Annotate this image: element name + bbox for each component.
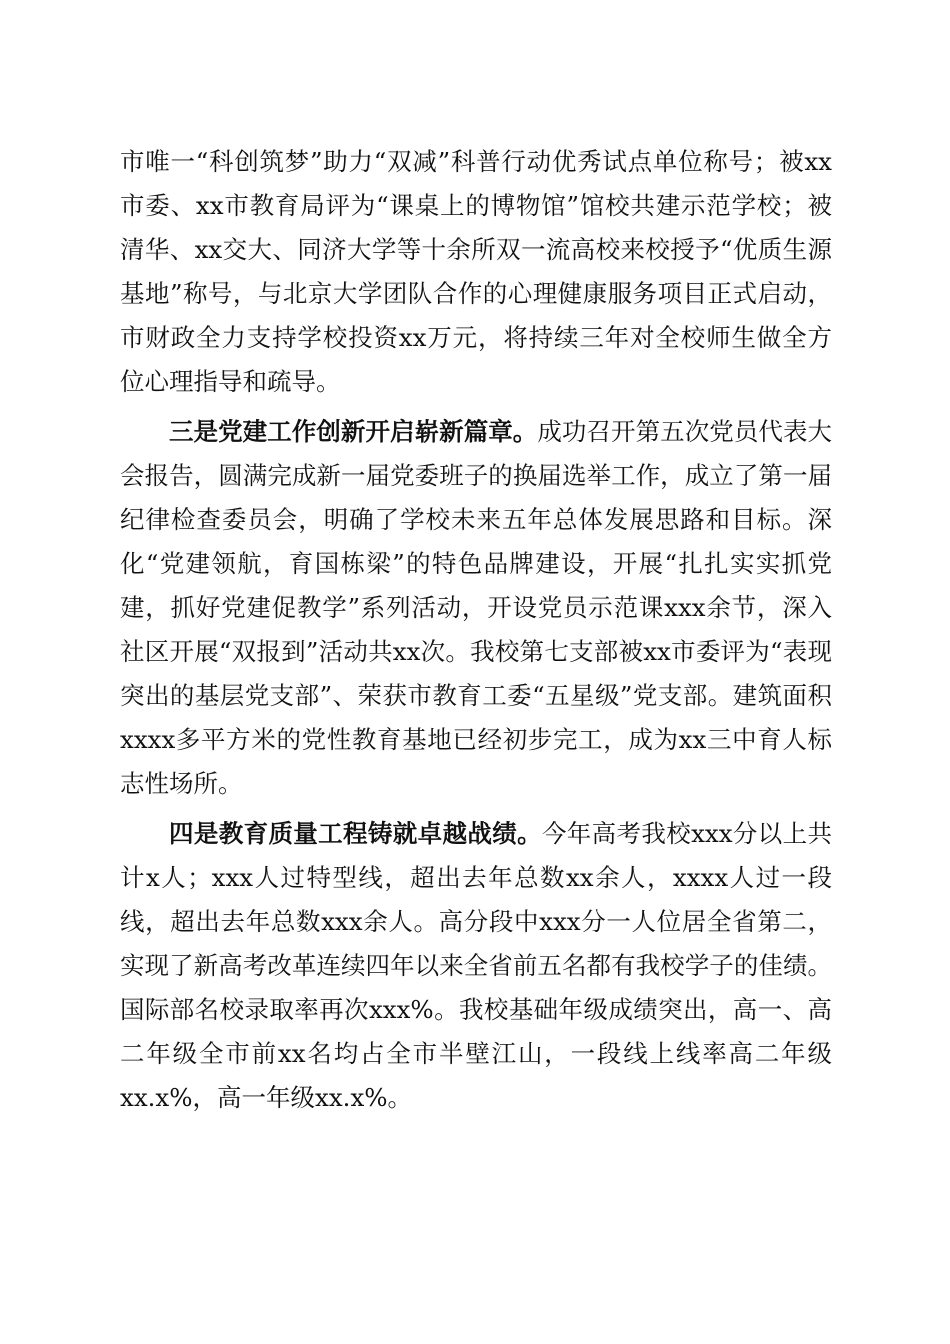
paragraph-text: 成功召开第五次党员代表大会报告，圆满完成新一届党委班子的换届选举工作，成立了第一届纪律检查委员会，明确了学校未来五年总体发展思路和目标。深化“党建领航，育国栋梁”的特色品牌建设，开展“扎扎实实抓党建，抓好党建促教学”系列活动，开设党员示范课xxx余节，深入社区开展“双报到”活动共xx次。我校第七支部被xx市委评为“表现突出的基层党支部”、荣获市教育工委“五星级”党支部。建筑面积xxxx多平方米的党性教育基地已经初步完工，成为xx三中育人标志性场所。: [120, 417, 833, 798]
paragraph-lead: 四是教育质量工程铸就卓越战绩。: [169, 819, 542, 848]
document-body: [120, 140, 832, 1126]
paragraph-text: 市唯一“科创筑梦”助力“双减”科普行动优秀试点单位称号；被xx市委、xx市教育局评为“课桌上的博物馆”馆校共建示范学校；被清华、xx交大、同济大学等十余所双一流高校来校授予“优质生源基地”称号，与北京大学团队合作的心理健康服务项目正式启动，市财政全力支持学校投资xx万元，将持续三年对全校师生做全方位心理指导和疏导。: [120, 147, 832, 396]
paragraph-text: 今年高考我校xxx分以上共计x人；xxx人过特型线，超出去年总数xx余人，xxxx人过一段线，超出去年总数xxx余人。高分段中xxx分一人位居全省第二，实现了新高考改革连续四年以来全省前五名都有我校学子的佳绩。国际部名校录取率再次xxx%。我校基础年级成绩突出，高一、高二年级全市前xx名均占全市半壁江山，一段线上线率高二年级xx.x%，高一年级xx.x%。: [120, 819, 833, 1112]
paragraph-lead: 三是党建工作创新开启崭新篇章。: [169, 417, 538, 446]
paragraph-continuation: [120, 140, 832, 404]
paragraph-education-quality: [120, 812, 832, 1120]
paragraph-party-building: [120, 410, 832, 806]
